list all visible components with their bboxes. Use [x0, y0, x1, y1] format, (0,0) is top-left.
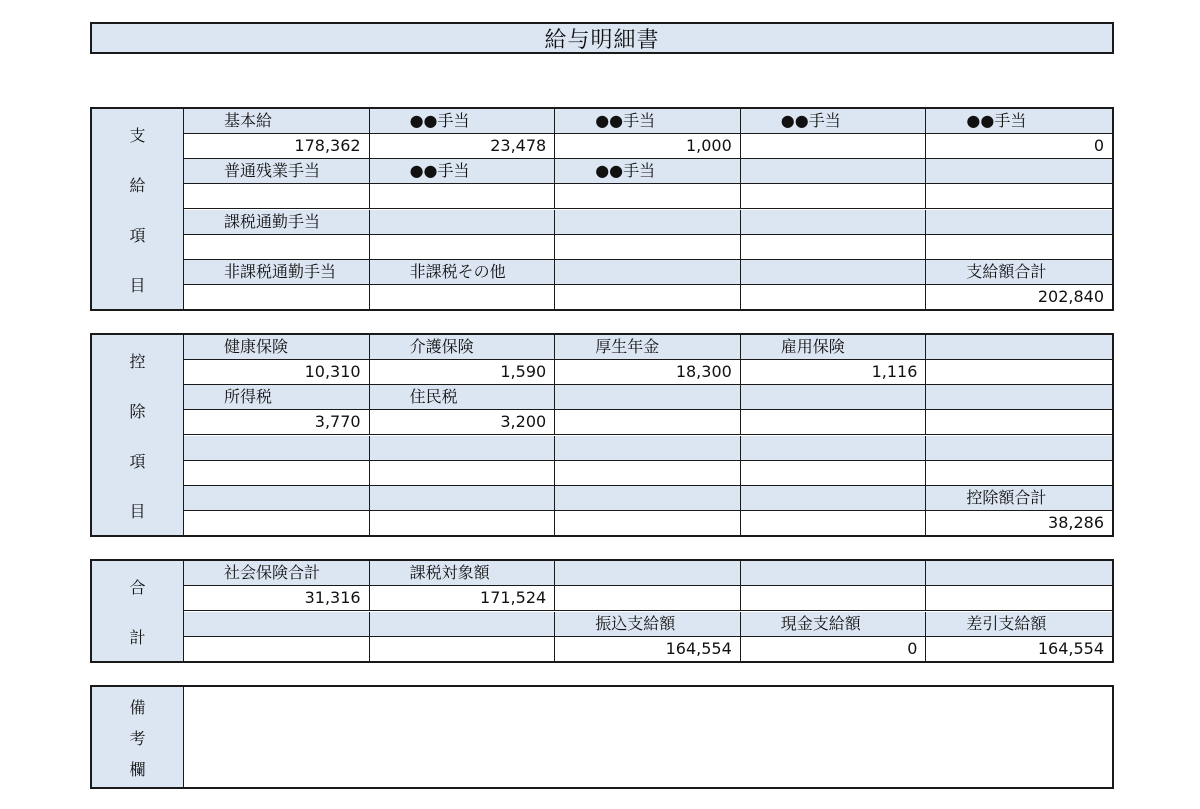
- deduction-value-cell: [370, 511, 556, 535]
- payment-side-char: 項: [129, 225, 146, 245]
- remarks-side-char: 考: [129, 728, 146, 748]
- payment-label-cell: ●●手当: [555, 109, 741, 134]
- deduction-value-cell: 3,200: [370, 410, 556, 435]
- payment-value-cell: [926, 235, 1112, 260]
- remarks-section: [90, 685, 1114, 789]
- deduction-value-cell: 1,116: [741, 360, 927, 385]
- payment-value-cell: [184, 285, 370, 309]
- totals-value-cell: [370, 637, 556, 661]
- payment-label-cell: [741, 260, 927, 285]
- deduction-value-cell: [555, 511, 741, 535]
- totals-label-cell: [555, 561, 741, 586]
- payment-value-cell: [926, 184, 1112, 209]
- payment-label-cell: 非課税通勤手当: [184, 260, 370, 285]
- deduction-label-cell: [555, 436, 741, 461]
- totals-label-cell: 課税対象額: [370, 561, 556, 586]
- deduction-value-cell: 18,300: [555, 360, 741, 385]
- totals-value-cell: 164,554: [555, 637, 741, 661]
- payment-value-cell: 202,840: [926, 285, 1112, 309]
- totals-section: [90, 559, 1114, 663]
- deduction-label-cell: [370, 486, 556, 511]
- deduction-grid: [184, 335, 1112, 535]
- remarks-side-char: 欄: [129, 759, 146, 779]
- deduction-value-cell: [926, 410, 1112, 435]
- deduction-label-cell: [184, 436, 370, 461]
- deduction-label-cell: 所得税: [184, 385, 370, 410]
- payment-label-cell: 基本給: [184, 109, 370, 134]
- payment-value-cell: [741, 184, 927, 209]
- payment-value-cell: [370, 285, 556, 309]
- deduction-section: [90, 333, 1114, 537]
- payment-label-cell: ●●手当: [370, 109, 556, 134]
- deduction-label-cell: [370, 436, 556, 461]
- payment-label-cell: [926, 159, 1112, 184]
- payment-side-char: 給: [129, 175, 146, 195]
- payment-value-cell: [370, 235, 556, 260]
- totals-side-char: 計: [129, 627, 146, 647]
- deduction-label-cell: [555, 486, 741, 511]
- payment-label-cell: ●●手当: [741, 109, 927, 134]
- payment-label-cell: 課税通勤手当: [184, 210, 370, 235]
- remarks-field[interactable]: [184, 687, 1112, 787]
- deduction-label-cell: [926, 385, 1112, 410]
- document-title: 給与明細書: [90, 22, 1114, 54]
- payment-value-cell: [741, 285, 927, 309]
- payment-label-cell: [741, 159, 927, 184]
- totals-label-cell: [370, 612, 556, 637]
- totals-value-cell: [926, 586, 1112, 611]
- deduction-label-cell: [555, 385, 741, 410]
- payment-side-label: [92, 109, 184, 309]
- deduction-label-cell: [741, 436, 927, 461]
- totals-label-cell: 現金支給額: [741, 612, 927, 637]
- totals-label-cell: 社会保険合計: [184, 561, 370, 586]
- payment-value-cell: 23,478: [370, 134, 556, 159]
- payment-value-cell: [184, 184, 370, 209]
- payment-label-cell: 普通残業手当: [184, 159, 370, 184]
- payment-value-cell: [555, 285, 741, 309]
- payment-value-cell: 0: [926, 134, 1112, 159]
- totals-side-char: 合: [129, 577, 146, 597]
- payment-label-cell: ●●手当: [555, 159, 741, 184]
- deduction-value-cell: 38,286: [926, 511, 1112, 535]
- deduction-value-cell: [741, 461, 927, 486]
- deduction-value-cell: [741, 410, 927, 435]
- totals-label-cell: [184, 612, 370, 637]
- payment-value-cell: 178,362: [184, 134, 370, 159]
- payment-value-cell: [555, 184, 741, 209]
- totals-label-cell: [741, 561, 927, 586]
- deduction-value-cell: [926, 360, 1112, 385]
- deduction-value-cell: [555, 461, 741, 486]
- totals-value-cell: [555, 586, 741, 611]
- deduction-value-cell: [926, 461, 1112, 486]
- deduction-label-cell: 介護保険: [370, 335, 556, 360]
- payment-label-cell: [741, 210, 927, 235]
- deduction-label-cell: [741, 385, 927, 410]
- payment-label-cell: [370, 210, 556, 235]
- payment-label-cell: [555, 210, 741, 235]
- totals-value-cell: [184, 637, 370, 661]
- deduction-label-cell: [926, 335, 1112, 360]
- payment-label-cell: [555, 260, 741, 285]
- payment-label-cell: 非課税その他: [370, 260, 556, 285]
- deduction-value-cell: [555, 410, 741, 435]
- payment-section: [90, 107, 1114, 311]
- payment-label-cell: 支給額合計: [926, 260, 1112, 285]
- deduction-label-cell: [741, 486, 927, 511]
- deduction-value-cell: [370, 461, 556, 486]
- deduction-label-cell: 雇用保険: [741, 335, 927, 360]
- deduction-label-cell: 控除額合計: [926, 486, 1112, 511]
- totals-side-label: [92, 561, 184, 661]
- payment-value-cell: [370, 184, 556, 209]
- payment-label-cell: ●●手当: [926, 109, 1112, 134]
- remarks-side-label: [92, 687, 184, 787]
- deduction-side-label: [92, 335, 184, 535]
- payment-value-cell: [741, 235, 927, 260]
- payment-label-cell: ●●手当: [370, 159, 556, 184]
- deduction-value-cell: 3,770: [184, 410, 370, 435]
- deduction-value-cell: [741, 511, 927, 535]
- deduction-label-cell: 厚生年金: [555, 335, 741, 360]
- deduction-value-cell: 1,590: [370, 360, 556, 385]
- payment-value-cell: [555, 235, 741, 260]
- totals-value-cell: 164,554: [926, 637, 1112, 661]
- payment-grid: [184, 109, 1112, 309]
- payment-label-cell: [926, 210, 1112, 235]
- deduction-value-cell: [184, 461, 370, 486]
- totals-grid: [184, 561, 1112, 661]
- deduction-value-cell: 10,310: [184, 360, 370, 385]
- deduction-label-cell: [184, 486, 370, 511]
- totals-value-cell: 171,524: [370, 586, 556, 611]
- deduction-side-char: 除: [129, 401, 146, 421]
- remarks-side-char: 備: [129, 697, 146, 717]
- deduction-label-cell: 住民税: [370, 385, 556, 410]
- totals-label-cell: 振込支給額: [555, 612, 741, 637]
- totals-value-cell: 0: [741, 637, 927, 661]
- deduction-side-char: 控: [129, 351, 146, 371]
- totals-value-cell: 31,316: [184, 586, 370, 611]
- deduction-side-char: 目: [129, 501, 146, 521]
- payment-side-char: 目: [129, 275, 146, 295]
- deduction-label-cell: [926, 436, 1112, 461]
- totals-label-cell: 差引支給額: [926, 612, 1112, 637]
- totals-value-cell: [741, 586, 927, 611]
- deduction-value-cell: [184, 511, 370, 535]
- deduction-side-char: 項: [129, 451, 146, 471]
- payment-value-cell: [184, 235, 370, 260]
- payment-side-char: 支: [129, 125, 146, 145]
- totals-label-cell: [926, 561, 1112, 586]
- payment-value-cell: [741, 134, 927, 159]
- deduction-label-cell: 健康保険: [184, 335, 370, 360]
- payment-value-cell: 1,000: [555, 134, 741, 159]
